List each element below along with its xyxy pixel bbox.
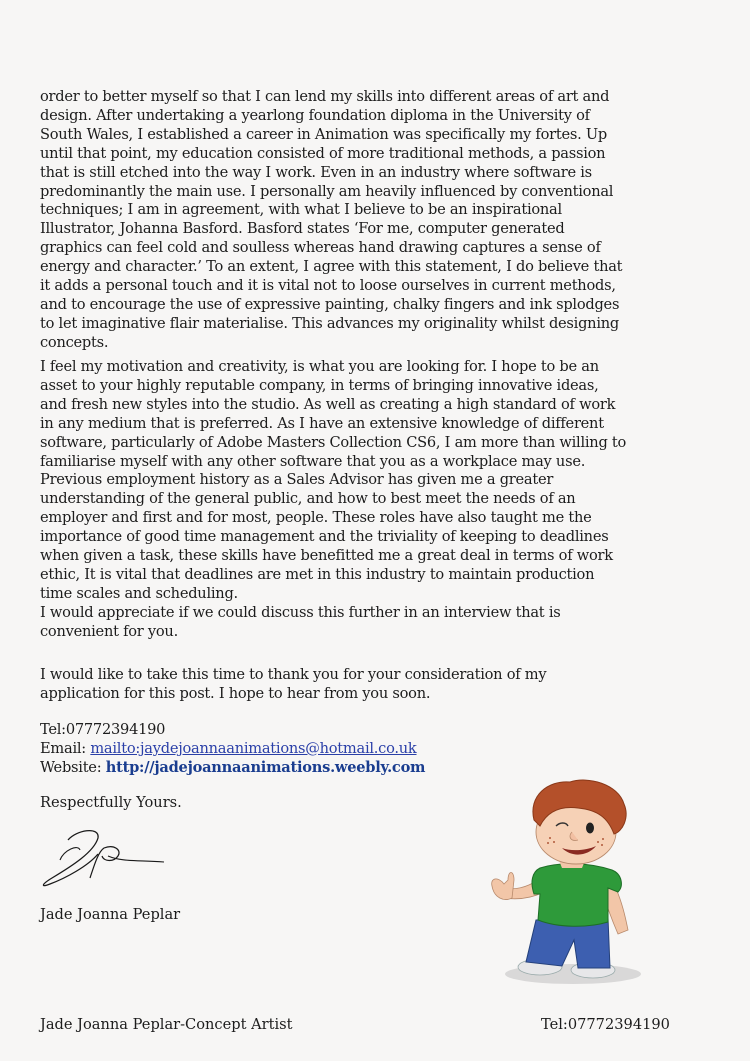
text-line: graphics can feel cold and soulless whereas hand drawing captures a sense of xyxy=(40,239,601,257)
signature-image xyxy=(38,826,168,888)
text-line: that is still etched into the way I work. Even in an industry where software is xyxy=(40,163,592,181)
text-line: South Wales, I established a career in Animation was specifically my fortes. Up xyxy=(40,125,607,143)
text-line: concepts. xyxy=(40,333,109,351)
text-line: understanding of the general public, and how to best meet the needs of an xyxy=(40,490,576,508)
text-line: when given a task, these skills have benefitted me a great deal in terms of work xyxy=(40,547,613,565)
footer-telephone: Tel:07772394190 xyxy=(541,1016,670,1033)
text-line: to let imaginative flair materialise. This advances my originality whilst designing xyxy=(40,314,619,332)
text-line: asset to your highly reputable company, in terms of bringing innovative ideas, xyxy=(40,376,599,394)
paragraph-background xyxy=(40,88,700,353)
text-line: design. After undertaking a yearlong foundation diploma in the University of xyxy=(40,106,590,124)
paragraph-thanks xyxy=(40,666,700,704)
text-line: ethic, It is vital that deadlines are met in this industry to maintain production xyxy=(40,565,595,583)
email-label: Email: xyxy=(40,739,91,757)
paragraph-motivation xyxy=(40,358,700,642)
text-line: application for this post. I hope to hear from you soon. xyxy=(40,684,431,702)
email-row xyxy=(40,740,700,759)
cartoon-boy-illustration xyxy=(478,770,668,985)
text-line: predominantly the main use. I personally am heavily influenced by conventional xyxy=(40,182,614,200)
website-label: Website: xyxy=(40,758,106,776)
footer-name-title: Jade Joanna Peplar-Concept Artist xyxy=(40,1016,293,1033)
text-line: and to encourage the use of expressive painting, chalky fingers and ink splodges xyxy=(40,295,620,313)
text-line: convenient for you. xyxy=(40,622,178,640)
text-line: I would appreciate if we could discuss this further in an interview that is xyxy=(40,603,561,621)
text-line: techniques; I am in agreement, with what I believe to be an inspirational xyxy=(40,201,562,219)
text-line: it adds a personal touch and it is vital not to loose ourselves in current methods, xyxy=(40,277,616,295)
email-link[interactable]: mailto:jaydejoannaanimations@hotmail.co.uk xyxy=(90,739,417,757)
text-line: and fresh new styles into the studio. As well as creating a high standard of work xyxy=(40,395,616,413)
text-line: Previous employment history as a Sales Advisor has given me a greater xyxy=(40,471,554,489)
signer-name: Jade Joanna Peplar xyxy=(40,906,181,923)
text-line: I would like to take this time to thank you for your consideration of my xyxy=(40,666,547,683)
closing: Respectfully Yours. xyxy=(40,794,182,811)
text-line: software, particularly of Adobe Masters Collection CS6, I am more than willing to xyxy=(40,433,627,451)
text-line: importance of good time management and the triviality of keeping to deadlines xyxy=(40,528,609,546)
telephone: Tel:07772394190 xyxy=(40,721,166,738)
text-line: familiarise myself with any other software that you as a workplace may use. xyxy=(40,452,586,470)
text-line: until that point, my education consisted of more traditional methods, a passion xyxy=(40,144,606,162)
text-line: Illustrator, Johanna Basford. Basford states ‘For me, computer generated xyxy=(40,220,565,238)
text-line: time scales and scheduling. xyxy=(40,584,238,602)
text-line: I feel my motivation and creativity, is what you are looking for. I hope to be an xyxy=(40,358,599,375)
website-link[interactable]: http://jadejoannaanimations.weebly.com xyxy=(105,758,426,776)
text-line: order to better myself so that I can lend my skills into different areas of art and xyxy=(40,88,610,105)
text-line: energy and character.’ To an extent, I agree with this statement, I do believe that xyxy=(40,258,623,276)
text-line: employer and first and for most, people. These roles have also taught me the xyxy=(40,509,592,527)
text-line: in any medium that is preferred. As I have an extensive knowledge of different xyxy=(40,414,604,432)
